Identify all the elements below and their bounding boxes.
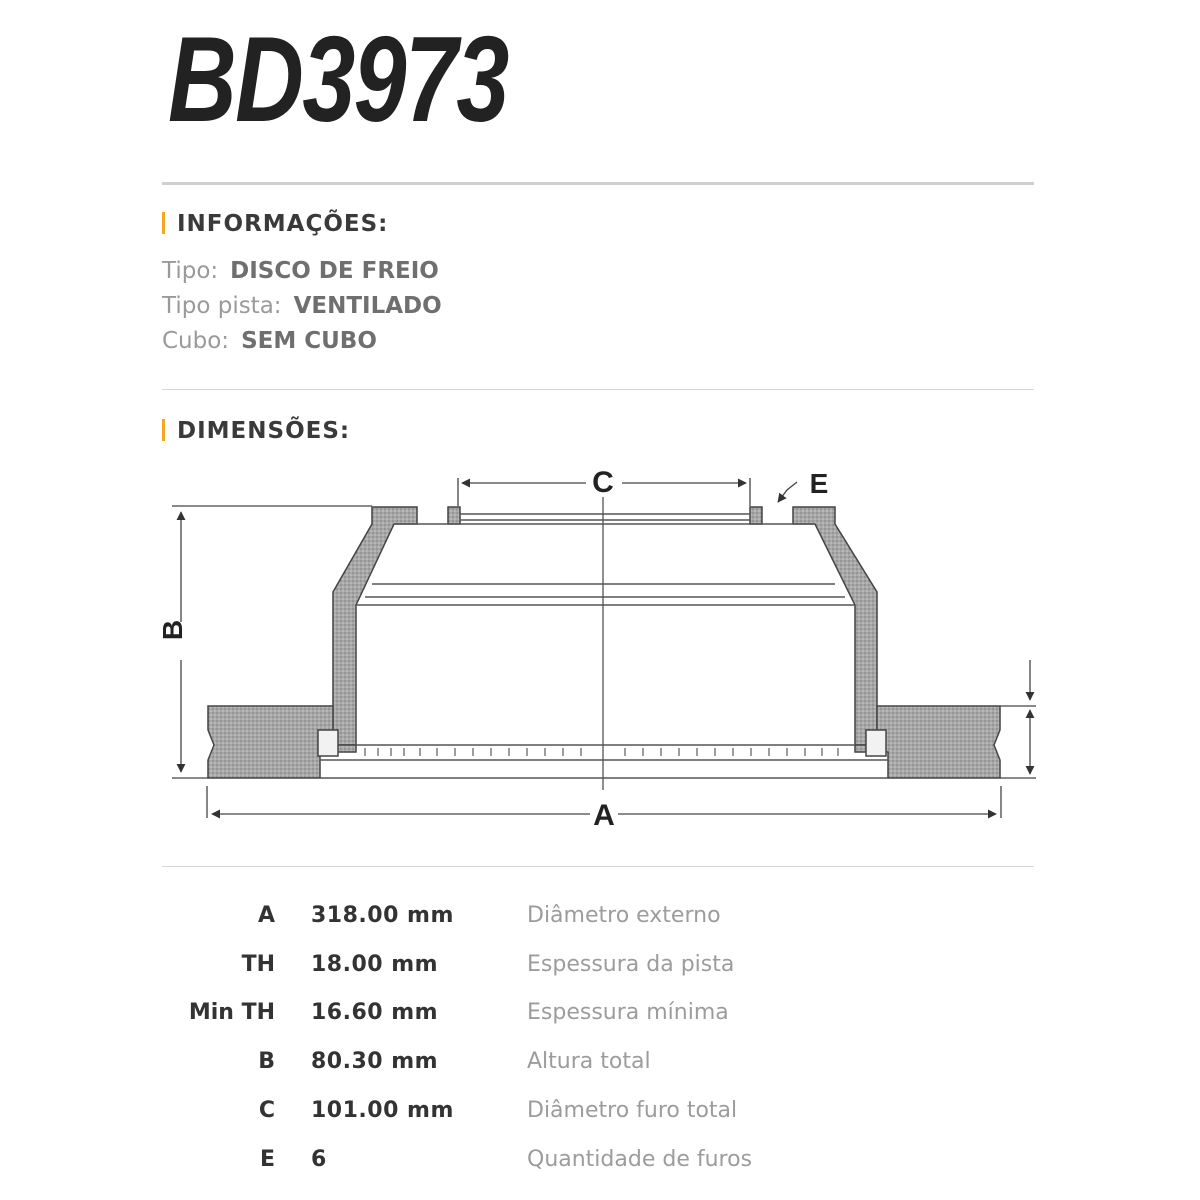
- dimension-labels: [157, 466, 1200, 870]
- info-label: Tipo pista:: [162, 293, 282, 319]
- disc-cross-section: [208, 507, 1000, 778]
- left-vent-block: [318, 730, 338, 756]
- spec-value: 6: [311, 1147, 327, 1172]
- label-b: B: [157, 619, 188, 641]
- info-heading-text: INFORMAÇÕES:: [177, 211, 389, 237]
- label-a: A: [593, 799, 615, 832]
- spec-value: 318.00 mm: [311, 903, 454, 928]
- spec-code: B: [258, 1049, 275, 1074]
- info-value: VENTILADO: [293, 293, 442, 319]
- spec-value: 16.60 mm: [311, 1000, 439, 1025]
- spec-code: TH: [241, 952, 275, 977]
- right-bolt-hole-tab: [750, 507, 762, 524]
- left-bolt-hole-tab: [448, 507, 460, 524]
- spec-row: [0, 1147, 1200, 1187]
- spec-description: Diâmetro externo: [527, 903, 721, 928]
- spec-description: Quantidade de furos: [527, 1147, 753, 1172]
- part-number-title: BD3973: [168, 11, 508, 147]
- info-label: Tipo:: [162, 258, 219, 284]
- spec-row: [0, 1049, 1200, 1089]
- label-e: E: [809, 468, 829, 499]
- dimensions-heading-text: DIMENSÕES:: [177, 418, 351, 444]
- label-c: C: [592, 466, 614, 499]
- spec-code: E: [259, 1147, 275, 1172]
- spec-code: Min TH: [188, 1000, 275, 1025]
- right-hat-wall: [793, 507, 877, 745]
- spec-code: A: [257, 903, 275, 928]
- spec-description: Espessura da pista: [527, 952, 735, 977]
- spec-row: [0, 952, 1200, 992]
- dimensions-divider: [162, 866, 1034, 867]
- info-value: SEM CUBO: [241, 328, 377, 354]
- spec-value: 18.00 mm: [311, 952, 439, 977]
- disc-outline-lines: [320, 514, 888, 778]
- right-vent-block: [866, 730, 886, 756]
- spec-description: Altura total: [527, 1049, 651, 1074]
- info-value: DISCO DE FREIO: [230, 258, 439, 284]
- left-hat-wall: [333, 507, 417, 745]
- spec-row: [0, 1098, 1200, 1138]
- spec-description: Diâmetro furo total: [527, 1098, 738, 1123]
- info-label: Cubo:: [162, 328, 230, 354]
- vent-slots: [365, 748, 838, 756]
- spec-value: 80.30 mm: [311, 1049, 439, 1074]
- spec-row: [0, 903, 1200, 943]
- spec-code: C: [258, 1098, 275, 1123]
- spec-value: 101.00 mm: [311, 1098, 454, 1123]
- spec-row: [0, 1000, 1200, 1040]
- spec-description: Espessura mínima: [527, 1000, 729, 1025]
